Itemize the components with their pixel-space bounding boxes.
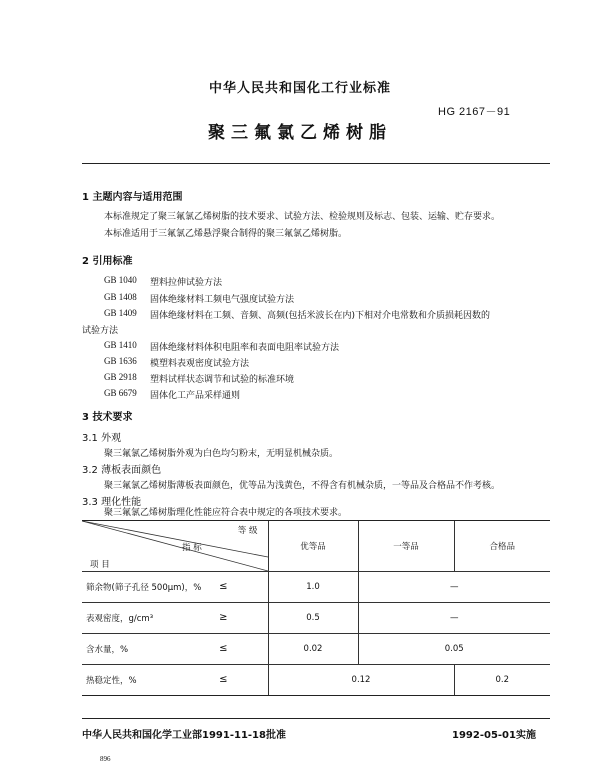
col-header-premium: 优等品 [268, 521, 358, 572]
table-row [82, 572, 550, 603]
ref-title: 塑料试样状态调节和试验的标准环境 [150, 375, 295, 385]
row-item [82, 665, 268, 696]
document-title: 聚三氟氯乙烯树脂 [208, 123, 392, 143]
row-value-others: — [358, 603, 550, 634]
ref-title-continuation: 试验方法 [82, 326, 119, 336]
table-header-row [82, 521, 550, 572]
ref-title: 固体绝缘材料在工频、音频、高频(包括米波长在内)下相对介电常数和介质损耗因数的 [150, 311, 491, 321]
row-value-qualified: 0.2 [454, 665, 550, 696]
row-item-label: 热稳定性，% [86, 676, 137, 686]
ref-code: GB 1408 [104, 292, 137, 302]
table-row [82, 665, 550, 696]
row-comparator: ≥ [219, 612, 228, 623]
row-value-others: 0.05 [358, 634, 550, 665]
ref-title: 模塑料表观密度试验方法 [150, 359, 250, 369]
section-3-3-heading: 3.3 理化性能 [82, 497, 142, 508]
section-1-heading: 1 主题内容与适用范围 [82, 192, 183, 203]
row-item [82, 572, 268, 603]
col-header-first-grade: 一等品 [358, 521, 454, 572]
table-diagonal-header [82, 521, 268, 572]
physical-chemical-properties-table [82, 520, 550, 696]
section-3-1-text: 聚三氟氯乙烯树脂外观为白色均匀粉末，无明显机械杂质。 [104, 449, 339, 459]
row-value-premium: 1.0 [268, 572, 358, 603]
row-comparator: ≤ [219, 674, 228, 685]
header-index-label: 指 标 [182, 543, 202, 553]
row-item-label: 表观密度，g/cm³ [86, 614, 154, 624]
row-value-premium: 0.02 [268, 634, 358, 665]
standard-title: 中华人民共和国化工行业标准 [208, 81, 391, 96]
section-3-1-heading: 3.1 外观 [82, 433, 122, 444]
row-value-others: — [358, 572, 550, 603]
ref-code: GB 1410 [104, 340, 137, 350]
row-item [82, 603, 268, 634]
header-grade-label: 等 级 [237, 526, 258, 536]
footer-divider [82, 718, 550, 719]
section-1-paragraph-1: 本标准规定了聚三氟氯乙烯树脂的技术要求、试验方法、检验规则及标志、包装、运输、贮存要求。 [104, 212, 501, 222]
section-1-paragraph-2: 本标准适用于三氟氯乙烯悬浮聚合制得的聚三氟氯乙烯树脂。 [104, 229, 348, 239]
row-value-premium-first: 0.12 [268, 665, 454, 696]
col-header-qualified: 合格品 [454, 521, 550, 572]
row-comparator: ≤ [219, 581, 228, 592]
standard-code: HG 2167－91 [438, 106, 511, 118]
row-item-label: 筛余物(筛子孔径 500μm)，% [86, 583, 202, 593]
row-item-label: 含水量，% [86, 645, 129, 655]
row-item [82, 634, 268, 665]
ref-title: 固体绝缘材料体积电阻率和表面电阻率试验方法 [150, 343, 340, 353]
header-divider [82, 163, 550, 164]
ref-title: 塑料拉伸试验方法 [150, 278, 223, 288]
page-number: 896 [100, 755, 111, 763]
table-row [82, 603, 550, 634]
ref-code: GB 6679 [104, 388, 137, 398]
header-item-label: 项 目 [90, 560, 110, 570]
row-comparator: ≤ [219, 643, 228, 654]
section-2-heading: 2 引用标准 [82, 256, 133, 267]
ref-title: 固体绝缘材料工频电气强度试验方法 [150, 295, 295, 305]
footer-issued: 中华人民共和国化学工业部1991-11-18批准 [82, 730, 286, 741]
section-3-2-heading: 3.2 薄板表面颜色 [82, 465, 162, 476]
section-3-3-text: 聚三氟氯乙烯树脂理化性能应符合表中规定的各项技术要求。 [104, 508, 348, 518]
row-value-premium: 0.5 [268, 603, 358, 634]
footer-effective: 1992-05-01实施 [452, 730, 536, 741]
section-3-2-text: 聚三氟氯乙烯树脂薄板表面颜色，优等品为浅黄色，不得含有机械杂质，一等品及合格品不作考核。 [104, 481, 501, 491]
table-row [82, 634, 550, 665]
ref-title: 固体化工产品采样通则 [150, 391, 241, 401]
section-3-heading: 3 技术要求 [82, 412, 133, 423]
ref-code: GB 1040 [104, 275, 137, 285]
ref-code: GB 1636 [104, 356, 137, 366]
ref-code: GB 1409 [104, 308, 137, 318]
ref-code: GB 2918 [104, 372, 137, 382]
